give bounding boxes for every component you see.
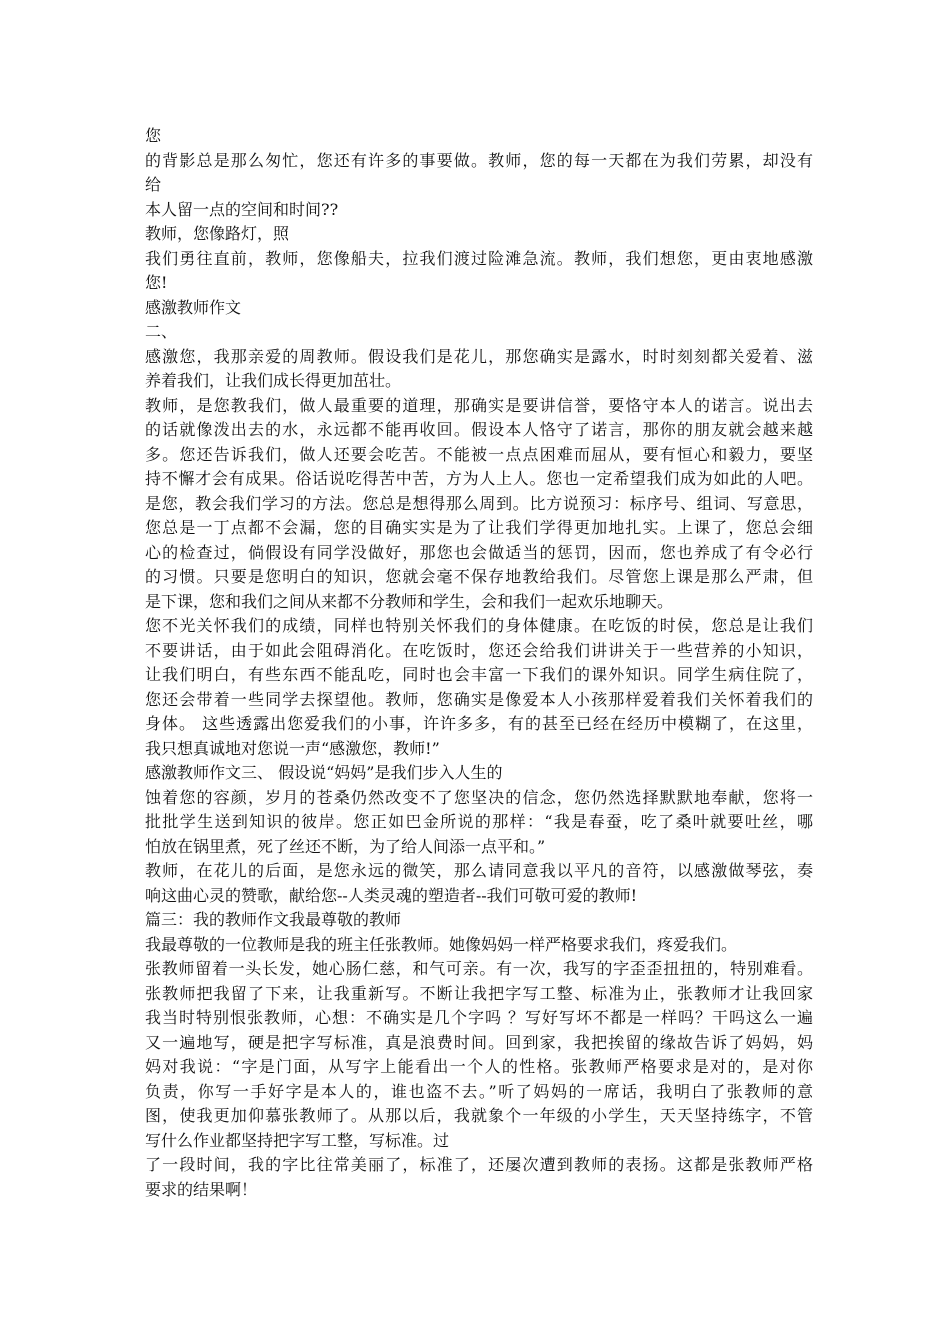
text-line: 教师，在花儿的后面，是您永远的微笑，那么请同意我以平凡的音符，以感激做琴弦，奏 [145,861,813,880]
text-line: 响这曲心灵的赞歌，献给您--人类灵魂的塑造者--我们可敬可爱的教师! [145,885,638,905]
text-line: 持不懈才会有成果。俗话说吃得苦中苦，方为人上人。您也一定希望我们成为如此的人吧。 [145,469,813,488]
document-body [145,124,813,1202]
text-line: 写什么作业都坚持把字写工整，写标准。过 [145,1130,450,1150]
text-line: 养着我们，让我们成长得更加茁壮。 [145,371,402,390]
section-heading: 感激教师作文三、 假设说“妈妈”是我们步入人生的 [145,763,503,782]
text-line: 给 [145,175,162,194]
text-line: 我最尊敬的一位教师是我的班主任张教师。她像妈妈一样严格要求我们，疼爱我们。 [145,934,738,954]
text-line: 妈对我说：“字是门面，从写字上能看出一个人的性格。张教师严格要求是对的，是对你 [145,1057,813,1076]
text-line: 又一遍地写，硬是把字写标准，真是浪费时间。回到家，我把挨留的缘故告诉了妈妈，妈 [145,1032,813,1052]
text-line: 不要讲话，由于如此会阻碍消化。在吃饭时，您还会给我们讲讲关于一些营养的小知识， [145,640,813,660]
text-line: 图，使我更加仰慕张教师了。从那以后，我就象个一年级的小学生，天天坚持练字，不管 [145,1106,813,1125]
text-line: 要求的结果啊！ [145,1179,258,1199]
text-line: 身体。 这些透露出您爱我们的小事，许许多多，有的甚至已经在经历中模糊了，在这里， [145,714,813,733]
text-line: 怕放在锅里煮，死了丝还不断，为了给人间添一点平和。” [145,836,546,856]
text-line: 您 [145,126,162,145]
text-line: 您! [145,273,168,292]
text-line: 我只想真诚地对您说一声“感激您，教师!” [145,738,440,758]
text-line: 让我们明白，有些东西不能乱吃，同时也会丰富一下我们的课外知识。同学生病住院了， [145,665,813,684]
text-line: 您不光关怀我们的成绩，同样也特别关怀我们的身体健康。在吃饭的时侯，您总是让我们 [145,616,813,635]
text-line: 教师，是您教我们，做人最重要的道理，那确实是要讲信誉，要恪守本人的诺言。说出去 [145,395,813,415]
text-line: 感激您，我那亲爱的周教师。假设我们是花儿，那您确实是露水，时时刻刻都关爱着、滋 [145,346,813,366]
text-line: 的习惯。只要是您明白的知识，您就会毫不保存地教给我们。尽管您上课是那么严肃，但 [145,567,813,586]
text-line: 是您，教会我们学习的方法。您总是想得那么周到。比方说预习：标序号、组词、写意思， [145,493,813,513]
text-line: 批批学生送到知识的彼岸。您正如巴金所说的那样：“我是春蚕，吃了桑叶就要吐丝，哪 [145,812,813,831]
text-line: 负责，你写一手好字是本人的，谁也盗不去。”听了妈妈的一席话，我明白了张教师的意 [145,1081,813,1101]
text-line: 我当时特别恨张教师，心想：不确实是几个字吗 ？写好写坏不都是一样吗？干吗这么一遍 [145,1008,813,1027]
text-line: 的背影总是那么匆忙，您还有许多的事要做。教师，您的每一天都在为我们劳累，却没有 [145,150,813,170]
text-line: 蚀着您的容颜，岁月的苍桑仍然改变不了您坚决的信念，您仍然选择默默地奉献，您将一 [145,787,813,807]
text-line: 是下课，您和我们之间从来都不分教师和学生，会和我们一起欢乐地聊天。 [145,591,674,611]
text-line: 我们勇往直前，教师，您像船夫，拉我们渡过险滩急流。教师，我们想您，更由衷地感激 [145,248,813,268]
text-line: 教师，您像路灯，照 [145,224,290,243]
text-line: 多。您还告诉我们，做人还要会吃苦。不能被一点点困难而屈从，要有恒心和毅力，要坚 [145,444,813,464]
text-line: 您还会带着一些同学去探望他。教师，您确实是像爱本人小孩那样爱着我们关怀着我们的 [145,689,813,709]
section-heading: 二、 [145,322,178,341]
text-line: 张教师留着一头长发，她心肠仁慈，和气可亲。有一次，我写的字歪歪扭扭的，特别难看。 [145,959,813,978]
text-line: 的话就像泼出去的水，永远都不能再收回。假设本人恪守了诺言，那你的朋友就会越来越 [145,420,813,439]
text-line: 张教师把我留了下来，让我重新写。不断让我把字写工整、标准为止，张教师才让我回家 [145,983,813,1003]
text-line: 心的检查过，倘假设有同学没做好，那您也会做适当的惩罚，因而，您也养成了有令必行 [145,542,813,562]
section-heading: 感激教师作文 [145,297,242,317]
text-line: 了一段时间，我的字比往常美丽了，标准了，还屡次遭到教师的表扬。这都是张教师严格 [145,1155,813,1174]
section-heading: 篇三：我的教师作文我最尊敬的教师 [145,910,402,929]
text-line: 您总是一丁点都不会漏，您的目确实实是为了让我们学得更加地扎实。上课了，您总会细 [145,518,813,537]
text-line: 本人留一点的空间和时间?? [145,199,339,219]
